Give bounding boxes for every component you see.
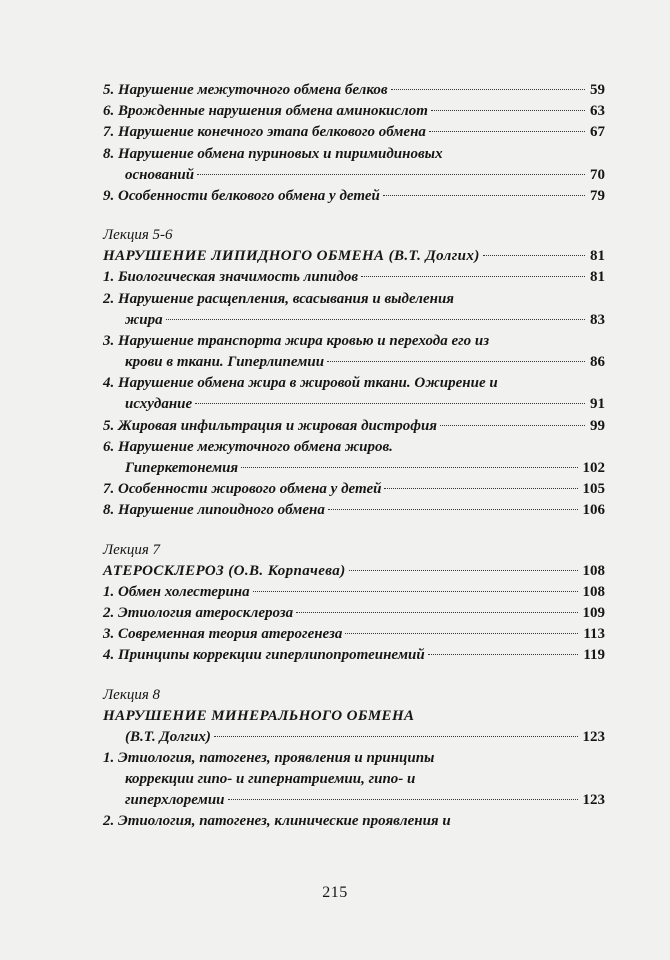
- toc-entry: [103, 582, 605, 603]
- toc-entry: [103, 624, 605, 645]
- toc-entry-text: коррекции гипо- и гипернатриемии, гипо- и: [125, 771, 416, 788]
- leader-dots: [195, 402, 585, 404]
- table-of-contents: [103, 80, 605, 833]
- toc-entry-text: 8. Нарушение обмена пуриновых и пиримидиновых: [103, 145, 443, 162]
- toc-entry-page: 70: [590, 166, 605, 183]
- toc-entry: [103, 437, 605, 458]
- lecture-title-page: 81: [590, 248, 605, 265]
- toc-entry-page: 109: [582, 604, 605, 621]
- toc-entry-page: 86: [590, 354, 605, 371]
- lecture-title: [103, 561, 605, 582]
- toc-entry-text: 8. Нарушение липоидного обмена: [103, 502, 325, 519]
- toc-entry-continuation: [103, 394, 605, 415]
- toc-entry-page: 67: [590, 124, 605, 141]
- leader-dots: [483, 254, 585, 256]
- toc-entry-continuation: [103, 790, 605, 811]
- toc-entry-text: 3. Нарушение транспорта жира кровью и перехода его из: [103, 332, 490, 349]
- lecture-title-text: АТЕРОСКЛЕРОЗ (О.В. Корпачева): [103, 562, 346, 579]
- toc-entry-text: оснований: [125, 166, 195, 183]
- toc-entry: [103, 80, 605, 101]
- toc-entry: [103, 645, 605, 666]
- leader-dots: [428, 653, 579, 655]
- toc-entry-text: 1. Обмен холестерина: [103, 583, 250, 600]
- toc-entry: [103, 101, 605, 122]
- toc-entry-text: 2. Этиология атеросклероза: [103, 604, 294, 621]
- lecture-label: Лекция 5-6: [103, 227, 173, 244]
- toc-entry: [103, 500, 605, 521]
- toc-entry-page: 59: [590, 82, 605, 98]
- leader-dots: [296, 611, 577, 613]
- lecture-title-text: НАРУШЕНИЕ ЛИПИДНОГО ОБМЕНА (В.Т. Долгих): [103, 248, 480, 265]
- leader-dots: [383, 194, 585, 196]
- toc-entry-page: 113: [583, 626, 605, 643]
- toc-entry-text: 9. Особенности белкового обмена у детей: [103, 187, 380, 204]
- toc-entry-continuation: [103, 352, 605, 373]
- toc-entry-text: жира: [125, 311, 163, 328]
- leader-dots: [361, 275, 585, 277]
- toc-entry-page: 91: [590, 396, 605, 413]
- toc-entry: [103, 289, 605, 310]
- toc-entry-text: 4. Принципы коррекции гиперлипопротеинемий: [103, 647, 425, 664]
- leader-dots: [253, 590, 578, 592]
- toc-entry-page: 106: [582, 502, 605, 519]
- toc-entry-text: исхудание: [125, 396, 193, 413]
- leader-dots: [197, 173, 585, 175]
- toc-entry: [103, 144, 605, 165]
- leader-dots: [431, 109, 585, 111]
- toc-entry-text: 4. Нарушение обмена жира в жировой ткани. Ожирение и: [103, 375, 498, 392]
- leader-dots: [241, 466, 577, 468]
- toc-entry-text: крови в ткани. Гиперлипемии: [125, 354, 325, 371]
- leader-dots: [429, 130, 585, 132]
- toc-entry-text: 7. Нарушение конечного этапа белкового обмена: [103, 124, 426, 141]
- toc-entry: [103, 122, 605, 143]
- toc-entry: [103, 603, 605, 624]
- lecture-title: [103, 706, 605, 727]
- leader-dots: [440, 424, 585, 426]
- leader-dots: [349, 569, 578, 571]
- toc-entry-continuation: [103, 310, 605, 331]
- toc-entry: [103, 811, 605, 832]
- lecture-author: [103, 727, 605, 748]
- leader-dots: [228, 798, 578, 800]
- toc-entry-page: 63: [590, 103, 605, 120]
- toc-entry: [103, 331, 605, 352]
- toc-entry-continuation: [103, 769, 605, 790]
- leader-dots: [391, 88, 585, 90]
- lecture-author-text: (В.Т. Долгих): [125, 728, 211, 745]
- lecture-title-text: НАРУШЕНИЕ МИНЕРАЛЬНОГО ОБМЕНА: [103, 707, 415, 724]
- leader-dots: [328, 508, 578, 510]
- lecture-title-page: 123: [582, 728, 605, 745]
- lecture-label: Лекция 7: [103, 541, 161, 558]
- toc-entry-text: 1. Этиология, патогенез, проявления и принципы: [103, 749, 435, 766]
- toc-entry-text: 5. Жировая инфильтрация и жировая дистрофия: [103, 417, 438, 434]
- toc-entry-continuation: [103, 165, 605, 186]
- toc-entry-text: Гиперкетонемия: [125, 460, 239, 476]
- toc-entry: [103, 373, 605, 394]
- toc-entry: [103, 267, 605, 288]
- toc-entry-page: 81: [590, 269, 605, 286]
- toc-entry-page: 108: [582, 583, 605, 600]
- toc-entry-continuation: [103, 458, 605, 479]
- toc-entry-page: 123: [582, 792, 605, 809]
- toc-entry-text: 6. Врожденные нарушения обмена аминокислот: [103, 103, 428, 120]
- toc-entry: [103, 416, 605, 437]
- toc-entry-text: 2. Нарушение расщепления, всасывания и выделения: [103, 290, 455, 307]
- toc-entry: [103, 186, 605, 207]
- toc-entry-text: 3. Современная теория атерогенеза: [103, 626, 343, 643]
- toc-entry-text: гиперхлоремии: [125, 792, 225, 809]
- toc-entry-page: 99: [590, 417, 605, 434]
- toc-entry-text: 7. Особенности жирового обмена у детей: [103, 481, 382, 498]
- page-number: 215: [322, 884, 348, 901]
- leader-dots: [345, 632, 578, 634]
- lecture-title: [103, 246, 605, 267]
- toc-entry-page: 102: [582, 460, 605, 476]
- toc-entry: [103, 748, 605, 769]
- leader-dots: [327, 360, 585, 362]
- leader-dots: [166, 318, 585, 320]
- toc-entry-page: 79: [590, 187, 605, 204]
- toc-entry-text: 6. Нарушение межуточного обмена жиров.: [103, 438, 393, 455]
- toc-entry: [103, 479, 605, 500]
- toc-entry-page: 119: [583, 647, 605, 664]
- toc-entry-text: 2. Этиология, патогенез, клинические проявления и: [103, 813, 451, 830]
- leader-dots: [214, 735, 578, 737]
- lecture-title-page: 108: [582, 562, 605, 579]
- toc-entry-page: 105: [582, 481, 605, 498]
- toc-entry-page: 83: [590, 311, 605, 328]
- toc-entry-text: 1. Биологическая значимость липидов: [103, 269, 359, 286]
- toc-entry-text: 5. Нарушение межуточного обмена белков: [103, 82, 388, 98]
- leader-dots: [384, 487, 577, 489]
- lecture-label: Лекция 8: [103, 686, 161, 703]
